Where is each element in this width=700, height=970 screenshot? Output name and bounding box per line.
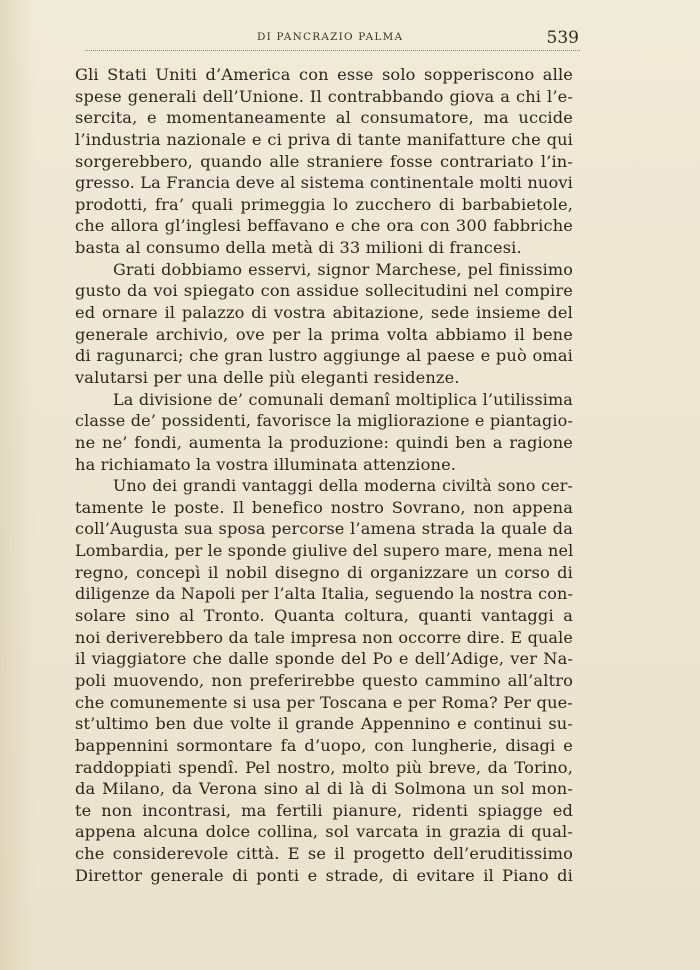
text-line: da Milano, da Verona sino al di là di Solmona un sol mon- xyxy=(75,779,573,799)
text-line: basta al consumo della metà di 33 milioni di francesi. xyxy=(75,238,522,258)
text-line: spese generali dell’Unione. Il contrabbando giova a chi l’e- xyxy=(75,86,573,106)
text-line: coll’Augusta sua sposa percorse l’amena strada la quale da xyxy=(75,519,573,539)
text-line: ha richiamato la vostra illuminata attenzione. xyxy=(75,454,457,474)
running-head xyxy=(85,28,579,52)
text-line: che considerevole città. E se il progetto dell’eruditissimo xyxy=(75,844,573,864)
page-number: 539 xyxy=(546,28,579,48)
text-line: appena alcuna dolce collina, sol varcata in grazia di qual- xyxy=(75,822,573,842)
text-line: poli muovendo, non preferirebbe questo cammino all’altro xyxy=(75,670,573,690)
text-line: prodotti, fra’ quali primeggia lo zucchero di barbabietole, xyxy=(75,194,573,214)
text-line: gusto da voi spiegato con assidue sollecitudini nel compire xyxy=(75,281,573,301)
text-line: tamente le poste. Il benefico nostro Sovrano, non appena xyxy=(75,497,573,517)
text-line: gresso. La Francia deve al sistema continentale molti nuovi xyxy=(75,173,573,193)
text-line: st’ultimo ben due volte il grande Appennino e continui su- xyxy=(75,714,573,734)
running-title: DI PANCRAZIO PALMA xyxy=(257,31,404,43)
text-line: sorgerebbero, quando alle straniere fosse contrariato l’in- xyxy=(75,151,573,171)
text-line: l’industria nazionale e ci priva di tante manifatture che qui xyxy=(75,129,573,149)
text-line: noi deriverebbero da tale impresa non occorre dire. E quale xyxy=(75,627,573,647)
text-line: generale archivio, ove per la prima volta abbiamo il bene xyxy=(75,324,573,344)
text-line: sercita, e momentaneamente al consumatore, ma uccide xyxy=(75,108,573,128)
text-line: ed ornare il palazzo di vostra abitazione, sede insieme del xyxy=(75,303,573,323)
text-line: Gli Stati Uniti d’America con esse solo sopperiscono alle xyxy=(75,65,573,84)
header-dotted-rule xyxy=(85,50,580,51)
text-line: Direttor generale di ponti e strade, di evitare il Piano di xyxy=(75,865,573,885)
text-line: diligenze da Napoli per l’alta Italia, seguendo la nostra con- xyxy=(75,584,573,604)
text-line: ne ne’ fondi, aumenta la produzione: quindi ben a ragione xyxy=(75,432,573,452)
text-line: che allora gl’inglesi beffavano e che ora con 300 fabbriche xyxy=(75,216,573,236)
text-line: Grati dobbiamo esservi, signor Marchese, pel finissimo xyxy=(113,259,573,279)
text-line: valutarsi per una delle più eleganti residenze. xyxy=(75,367,460,387)
text-line: Lombardia, per le sponde giulive del supero mare, mena nel xyxy=(75,541,574,561)
text-line: La divisione de’ comunali demanî moltiplica l’utilissima xyxy=(113,389,573,409)
text-line: solare sino al Tronto. Quanta coltura, quanti vantaggi a xyxy=(75,606,573,626)
text-line: classe de’ possidenti, favorisce la migliorazione e piantagio- xyxy=(75,411,573,431)
text-line: che comunemente si usa per Toscana e per Roma? Per que- xyxy=(75,692,573,712)
text-line: bappennini sormontare fa d’uopo, con lungherie, disagi e xyxy=(75,735,573,755)
text-line: di ragunarci; che gran lustro aggiunge al paese e può omai xyxy=(75,346,573,366)
text-line: te non incontrasi, ma fertili pianure, ridenti spiagge ed xyxy=(75,800,573,820)
body-text xyxy=(75,64,573,886)
text-line: regno, concepì il nobil disegno di organizzare un corso di xyxy=(75,562,573,582)
text-line: Uno dei grandi vantaggi della moderna civiltà sono cer- xyxy=(113,476,573,496)
text-line: il viaggiatore che dalle sponde del Po e dell’Adige, ver Na- xyxy=(75,649,573,669)
text-line: raddoppiati spendî. Pel nostro, molto più breve, da Torino, xyxy=(75,757,573,777)
